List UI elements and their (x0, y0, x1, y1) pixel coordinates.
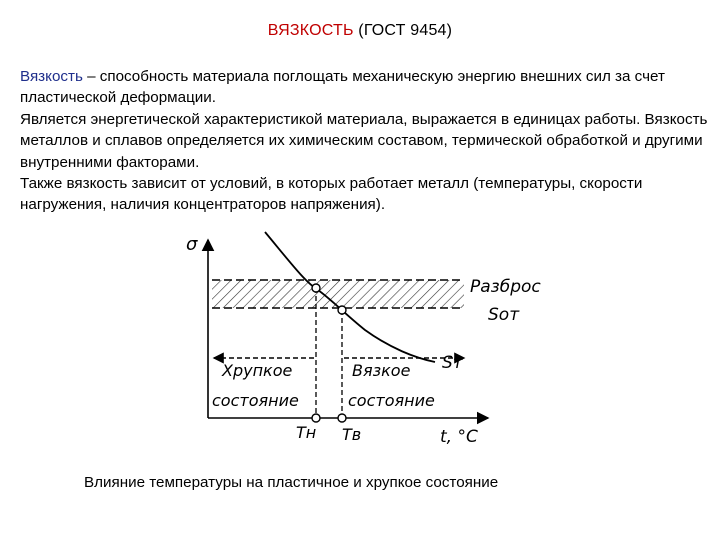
ductile-brittle-diagram (170, 222, 541, 452)
scatter-band (212, 280, 464, 308)
y-axis-label: σ (186, 234, 198, 255)
ductile-label-line2: состояние (348, 391, 435, 410)
energy-paragraph: Является энергетической характеристикой материала, выражается в единицах работы. Вязкость металлов и сплавов определяется их химическим составом, термической обработкой и другими внутренними факторами. (20, 110, 708, 171)
brittle-label-line2: состояние (212, 391, 299, 410)
curve-label: Sт (442, 353, 463, 373)
definition-term: Вязкость (20, 68, 83, 85)
ductile-label-line1: Вязкое (352, 361, 411, 380)
x-axis-label: t, °C (440, 427, 478, 447)
page-title (0, 22, 720, 40)
definition-text (20, 66, 710, 216)
tn-label: Тн (296, 423, 317, 442)
scatter-label-line1: Разброс (470, 277, 541, 297)
definition-paragraph (20, 66, 710, 109)
tv-label: Тв (342, 425, 362, 444)
lower-intersection-point (338, 306, 346, 314)
brittle-label-line1: Хрупкое (222, 361, 293, 380)
title-standard: (ГОСТ 9454) (353, 22, 453, 39)
upper-intersection-point (312, 284, 320, 292)
conditions-paragraph: Также вязкость зависит от условий, в которых работает металл (температуры, скорости нагружения, наличия концентраторов напряжения). (20, 175, 643, 214)
definition-sentence: – способность материала поглощать механическую энергию внешних сил за счет пластической деформации. (20, 68, 665, 107)
diagram-caption: Влияние температуры на пластичное и хрупкое состояние (84, 474, 499, 491)
scatter-label-line2: Sот (488, 305, 520, 325)
tv-axis-point (338, 414, 346, 422)
tn-axis-point (312, 414, 320, 422)
title-term: ВЯЗКОСТЬ (267, 22, 354, 39)
